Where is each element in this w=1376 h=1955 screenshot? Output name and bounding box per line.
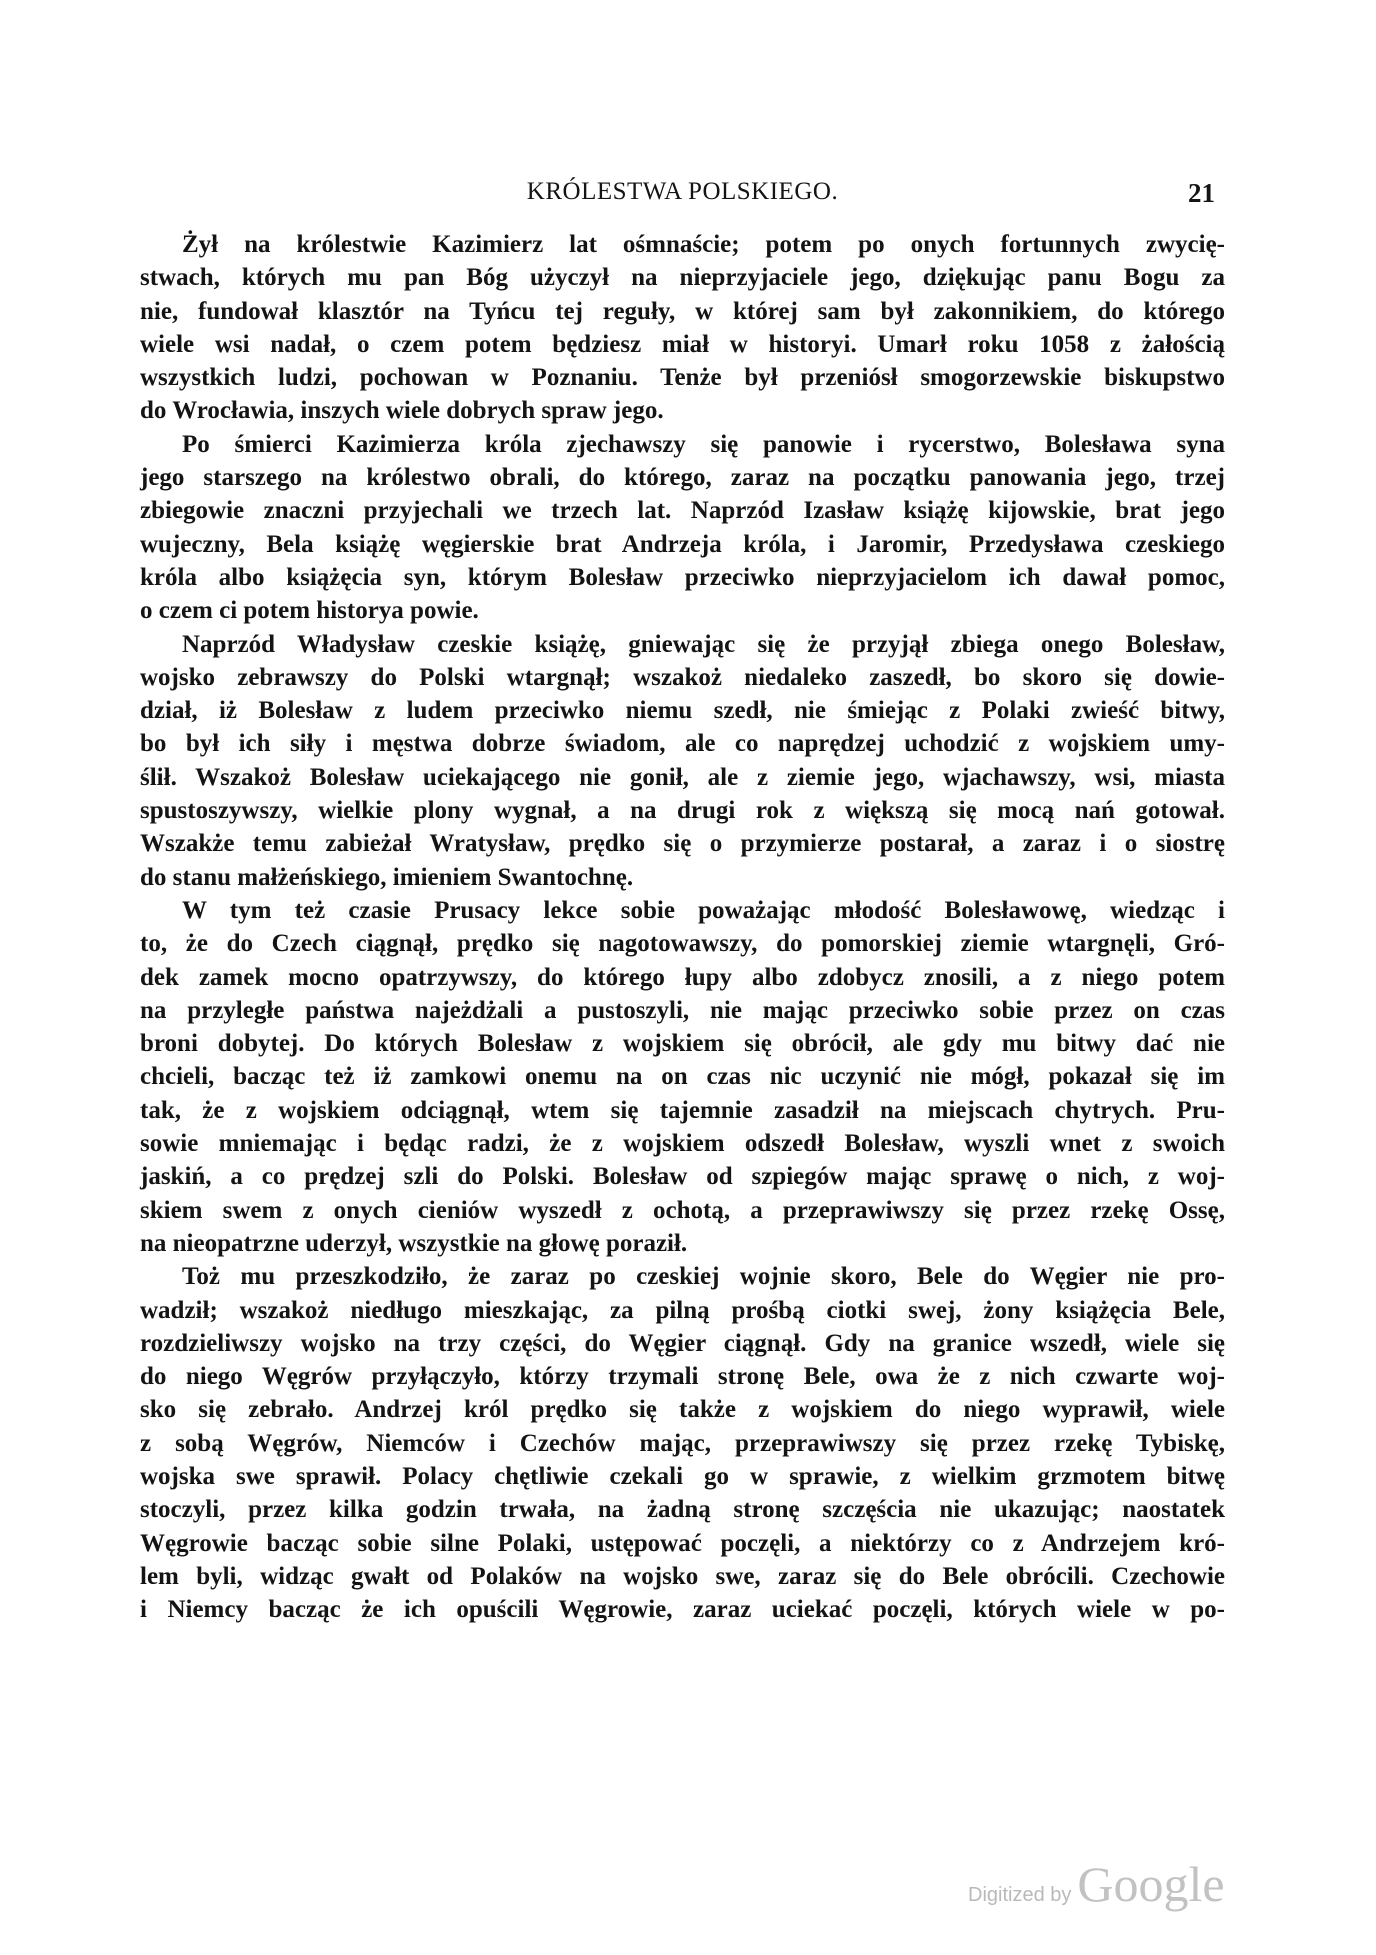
text-line: stwach, których mu pan Bóg użyczył na nieprzyjaciele jego, dziękując panu Bogu za <box>140 264 1225 292</box>
text-line: sko się zebrało. Andrzej król prędko się także z wojskiem do niego wyprawił, wiele <box>140 1396 1225 1424</box>
body-text <box>140 228 1225 1626</box>
text-line: do Wrocławia, inszych wiele dobrych spraw jego. <box>140 397 664 425</box>
text-line: do stanu małżeńskiego, imieniem Swantochnę. <box>140 863 634 891</box>
text-line: sowie mniemając i będąc radzi, że z wojskiem odszedł Bolesław, wyszli wnet z swoich <box>140 1130 1225 1158</box>
text-line: wszystkich ludzi, pochowan w Poznaniu. Tenże był przeniósł smogorzewskie biskupstwo <box>140 364 1225 392</box>
text-line: wujeczny, Bela książę węgierskie brat Andrzeja króla, i Jaromir, Przedysława czeskiego <box>140 530 1225 558</box>
text-line: stoczyli, przez kilka godzin trwała, na żadną stronę szczęścia nie ukazując; naostatek <box>140 1496 1225 1524</box>
text-line: na przyległe państwa najeżdżali a pustoszyli, nie mając przeciwko sobie przez on czas <box>140 996 1225 1024</box>
text-line: W tym też czasie Prusacy lekce sobie poważając młodość Bolesławowę, wiedząc i <box>182 896 1225 924</box>
text-line: dział, iż Bolesław z ludem przeciwko niemu szedł, nie śmiejąc z Polaki zwieść bitwy, <box>140 697 1225 725</box>
digitized-by-google-watermark <box>968 1855 1225 1915</box>
text-line: jego starszego na królestwo obrali, do którego, zaraz na początku panowania jego, trzej <box>140 464 1225 492</box>
text-line: Toż mu przeszkodziło, że zaraz po czeskiej wojnie skoro, Bele do Węgier nie pro- <box>182 1263 1225 1291</box>
text-line: wojska swe sprawił. Polacy chętliwie czekali go w sprawie, z wielkim grzmotem bitwę <box>140 1462 1225 1490</box>
text-line: na nieopatrzne uderzył, wszystkie na głowę poraził. <box>140 1229 688 1257</box>
text-line: Żył na królestwie Kazimierz lat ośmnaście; potem po onych fortunnych zwycię- <box>182 231 1225 258</box>
text-line: zbiegowie znaczni przyjechali we trzech lat. Naprzód Izasław książę kijowskie, brat jego <box>140 497 1225 525</box>
text-line: z sobą Węgrów, Niemców i Czechów mając, przeprawiwszy się przez rzekę Tybiskę, <box>140 1429 1225 1457</box>
text-line: Węgrowie bacząc sobie silne Polaki, ustępować poczęli, a niektórzy co z Andrzejem kró- <box>140 1529 1225 1557</box>
text-line: jaskiń, a co prędzej szli do Polski. Bolesław od szpiegów mając sprawę o nich, z woj- <box>140 1163 1225 1191</box>
text-line: to, że do Czech ciągnął, prędko się nagotowawszy, do pomorskiej ziemie wtargnęli, Gró- <box>140 930 1225 958</box>
text-line: chcieli, bacząc też iż zamkowi onemu na on czas nic uczynić nie mógł, pokazał się im <box>140 1063 1225 1091</box>
text-line: wiele wsi nadał, o czem potem będziesz miał w historyi. Umarł roku 1058 z żałością <box>140 330 1225 358</box>
text-line: tak, że z wojskiem odciągnął, wtem się tajemnie zasadził na miejscach chytrych. Pru- <box>140 1096 1225 1124</box>
text-line: i Niemcy bacząc że ich opuścili Węgrowie, zaraz uciekać poczęli, których wiele w po- <box>140 1596 1225 1624</box>
text-line: Naprzód Władysław czeskie książę, gniewając się że przyjął zbiega onego Bolesław, <box>182 630 1225 658</box>
text-line: dek zamek mocno opatrzywszy, do którego łupy albo zdobycz znosili, a z niego potem <box>140 963 1225 991</box>
watermark-google-logo: Google <box>1077 1856 1225 1912</box>
text-line: lem byli, widząc gwałt od Polaków na wojsko swe, zaraz się do Bele obrócili. Czechowie <box>140 1562 1225 1590</box>
text-line: o czem ci potem historya powie. <box>140 597 479 625</box>
running-title: KRÓLESTWA POLSKIEGO. <box>526 178 839 205</box>
text-line: króla albo książęcia syn, którym Bolesław przeciwko nieprzyjacielom ich dawał pomoc, <box>140 563 1225 591</box>
text-line: bo był ich siły i męstwa dobrze świadom, ale co naprędzej uchodzić z wojskiem umy- <box>140 730 1225 758</box>
text-line: broni dobytej. Do których Bolesław z wojskiem się obrócił, ale gdy mu bitwy dać nie <box>140 1030 1225 1058</box>
text-line: nie, fundował klasztór na Tyńcu tej reguły, w której sam był zakonnikiem, do którego <box>140 297 1225 325</box>
text-line: ślił. Wszakoż Bolesław uciekającego nie gonił, ale z ziemie jego, wjachawszy, wsi, miasta <box>140 763 1225 791</box>
text-line: spustoszywszy, wielkie plony wygnał, a na drugi rok z większą się mocą nań gotował. <box>140 797 1225 825</box>
text-line: wadził; wszakoż niedługo mieszkając, za pilną prośbą ciotki swej, żony książęcia Bele, <box>140 1296 1225 1324</box>
text-line: Po śmierci Kazimierza króla zjechawszy się panowie i rycerstwo, Bolesława syna <box>182 430 1225 458</box>
text-line: Wszakże temu zabieżał Wratysław, prędko się o przymierze postarał, a zaraz i o siostrę <box>140 830 1225 858</box>
text-line: do niego Węgrów przyłączyło, którzy trzymali stronę Bele, owa że z nich czwarte woj- <box>140 1363 1225 1391</box>
page-header <box>140 178 1225 214</box>
text-line: skiem swem z onych cieniów wyszedł z ochotą, a przeprawiwszy się przez rzekę Ossę, <box>140 1196 1225 1224</box>
text-line: wojsko zebrawszy do Polski wtargnął; wszakoż niedaleko zaszedł, bo skoro się dowie- <box>140 663 1225 691</box>
page-number: 21 <box>1188 178 1215 208</box>
text-line: rozdzieliwszy wojsko na trzy części, do Węgier ciągnął. Gdy na granice wszedł, wiele się <box>140 1329 1225 1357</box>
watermark-digitized-label: Digitized by <box>968 1884 1072 1906</box>
